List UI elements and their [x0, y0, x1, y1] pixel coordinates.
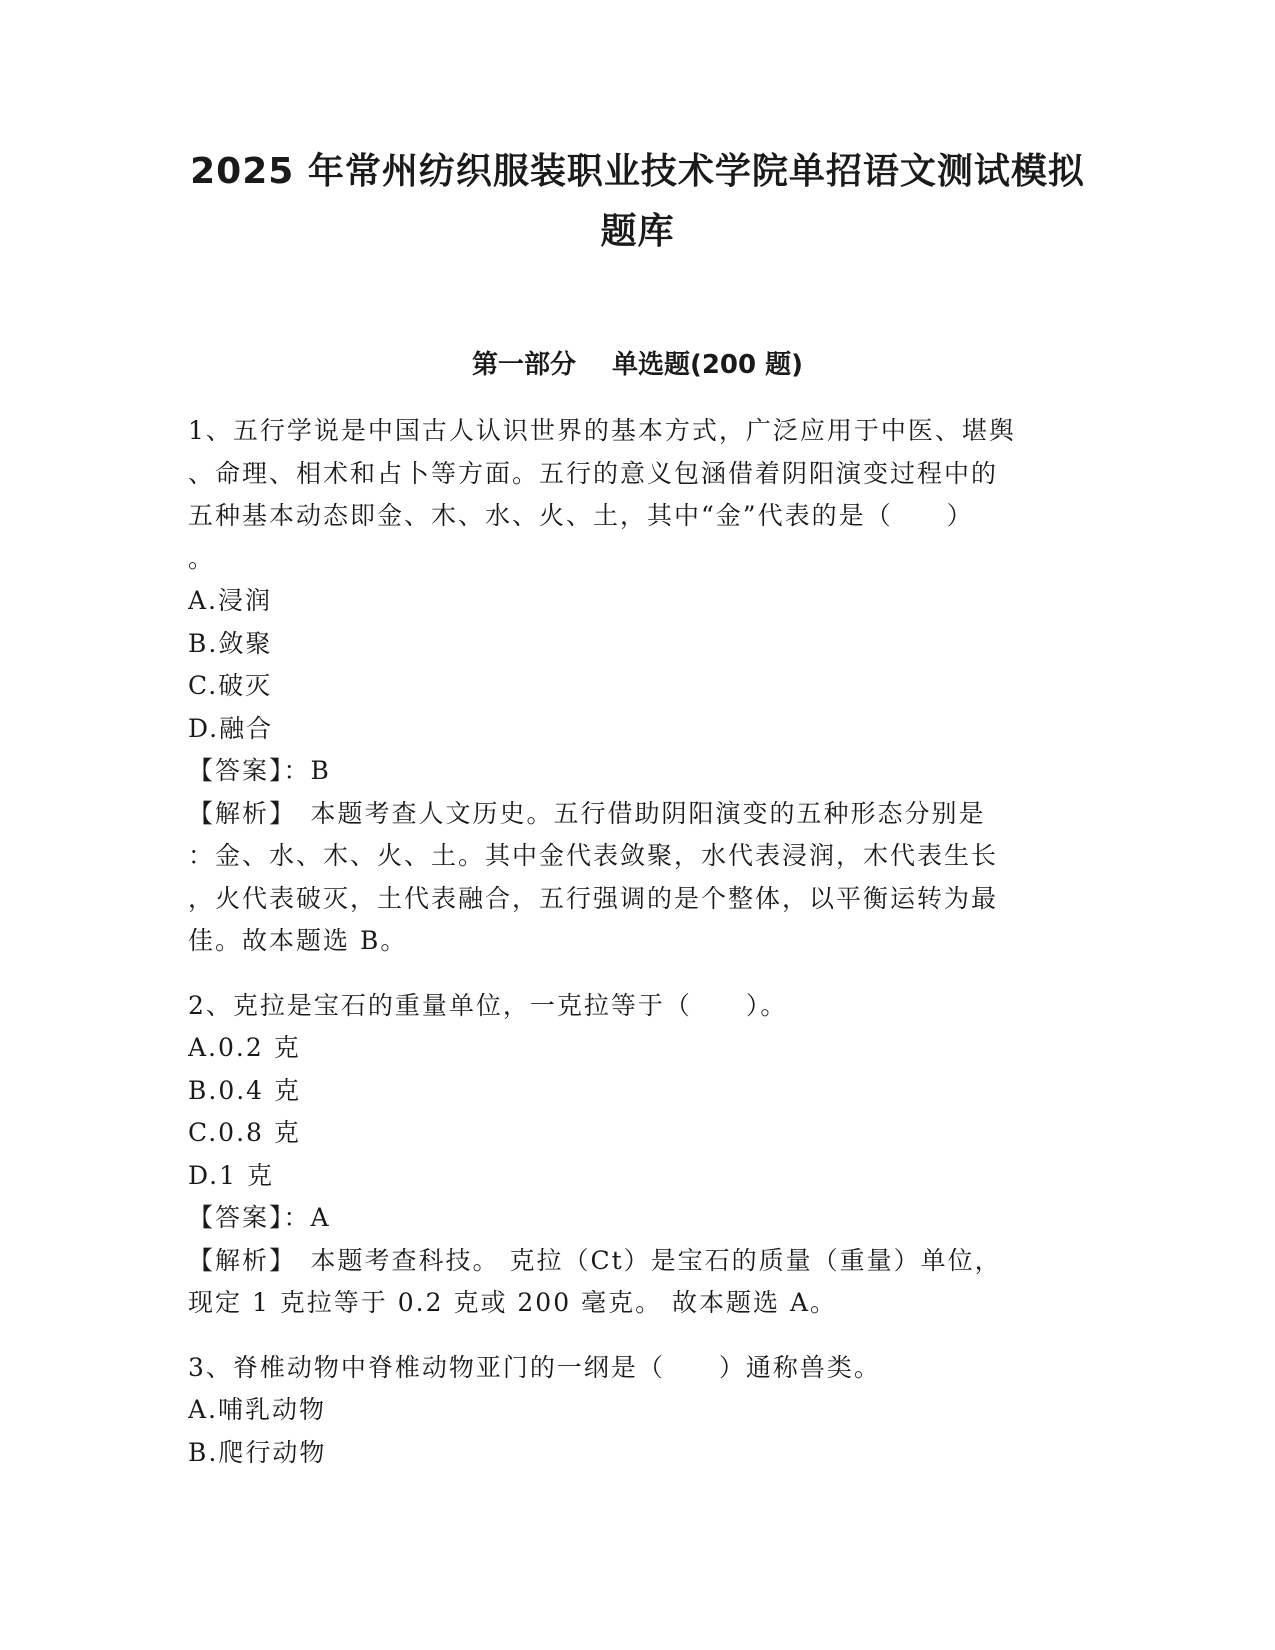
- question-2: [188, 985, 1088, 1325]
- question-1: [188, 410, 1088, 963]
- title-line-2: 题库: [600, 211, 675, 252]
- question-stem-line: 2、克拉是宝石的重量单位，一克拉等于（ ）。: [188, 990, 788, 1020]
- analysis-line: 佳。故本题选 B。: [188, 926, 408, 955]
- option-a: A.哺乳动物: [188, 1395, 327, 1424]
- section-part: 第一部分: [471, 350, 576, 380]
- option-b: B.敛聚: [188, 628, 273, 658]
- title-line-1: 2025 年常州纺织服装职业技术学院单招语文测试模拟: [190, 151, 1085, 192]
- option-a: A.0.2 克: [188, 1033, 301, 1062]
- question-stem-line: 、命理、相术和占卜等方面。五行的意义包涵借着阴阳演变过程中的: [188, 458, 999, 488]
- question-3: [188, 1347, 1088, 1475]
- option-c: C.破灭: [188, 671, 273, 700]
- analysis-line: ，火代表破灭，土代表融合，五行强调的是个整体，以平衡运转为最: [188, 883, 999, 913]
- analysis-line: 【解析】 本题考查人文历史。五行借助阴阳演变的五种形态分别是: [188, 798, 986, 828]
- answer-line: 【答案】：A: [188, 1203, 331, 1232]
- question-stem-line: 3、脊椎动物中脊椎动物亚门的一纲是（ ）通称兽类。: [188, 1352, 881, 1382]
- option-d: D.1 克: [188, 1160, 274, 1190]
- option-b: B.0.4 克: [188, 1075, 302, 1105]
- answer-line: 【答案】：B: [188, 756, 331, 785]
- analysis-line: 【解析】 本题考查科技。 克拉（Ct）是宝石的质量（重量）单位，: [188, 1245, 1002, 1275]
- question-list: [188, 410, 1088, 1484]
- question-stem-line: 五种基本动态即金、木、水、火、土，其中“金”代表的是（ ）: [188, 501, 974, 530]
- section-heading: [150, 348, 1125, 382]
- section-name: 单选题(200 题): [611, 350, 804, 380]
- question-stem-line: 1、五行学说是中国古人认识世界的基本方式，广泛应用于中医、堪舆: [188, 416, 1016, 445]
- option-d: D.融合: [188, 713, 274, 743]
- option-a: A.浸润: [188, 586, 273, 615]
- question-stem-line: 。: [188, 543, 216, 573]
- analysis-line: ：金、水、木、火、土。其中金代表敛聚，水代表浸润，木代表生长: [188, 841, 999, 870]
- option-c: C.0.8 克: [188, 1118, 301, 1147]
- option-b: B.爬行动物: [188, 1437, 327, 1467]
- document-title: [150, 142, 1125, 262]
- analysis-line: 现定 1 克拉等于 0.2 克或 200 毫克。 故本题选 A。: [188, 1288, 838, 1317]
